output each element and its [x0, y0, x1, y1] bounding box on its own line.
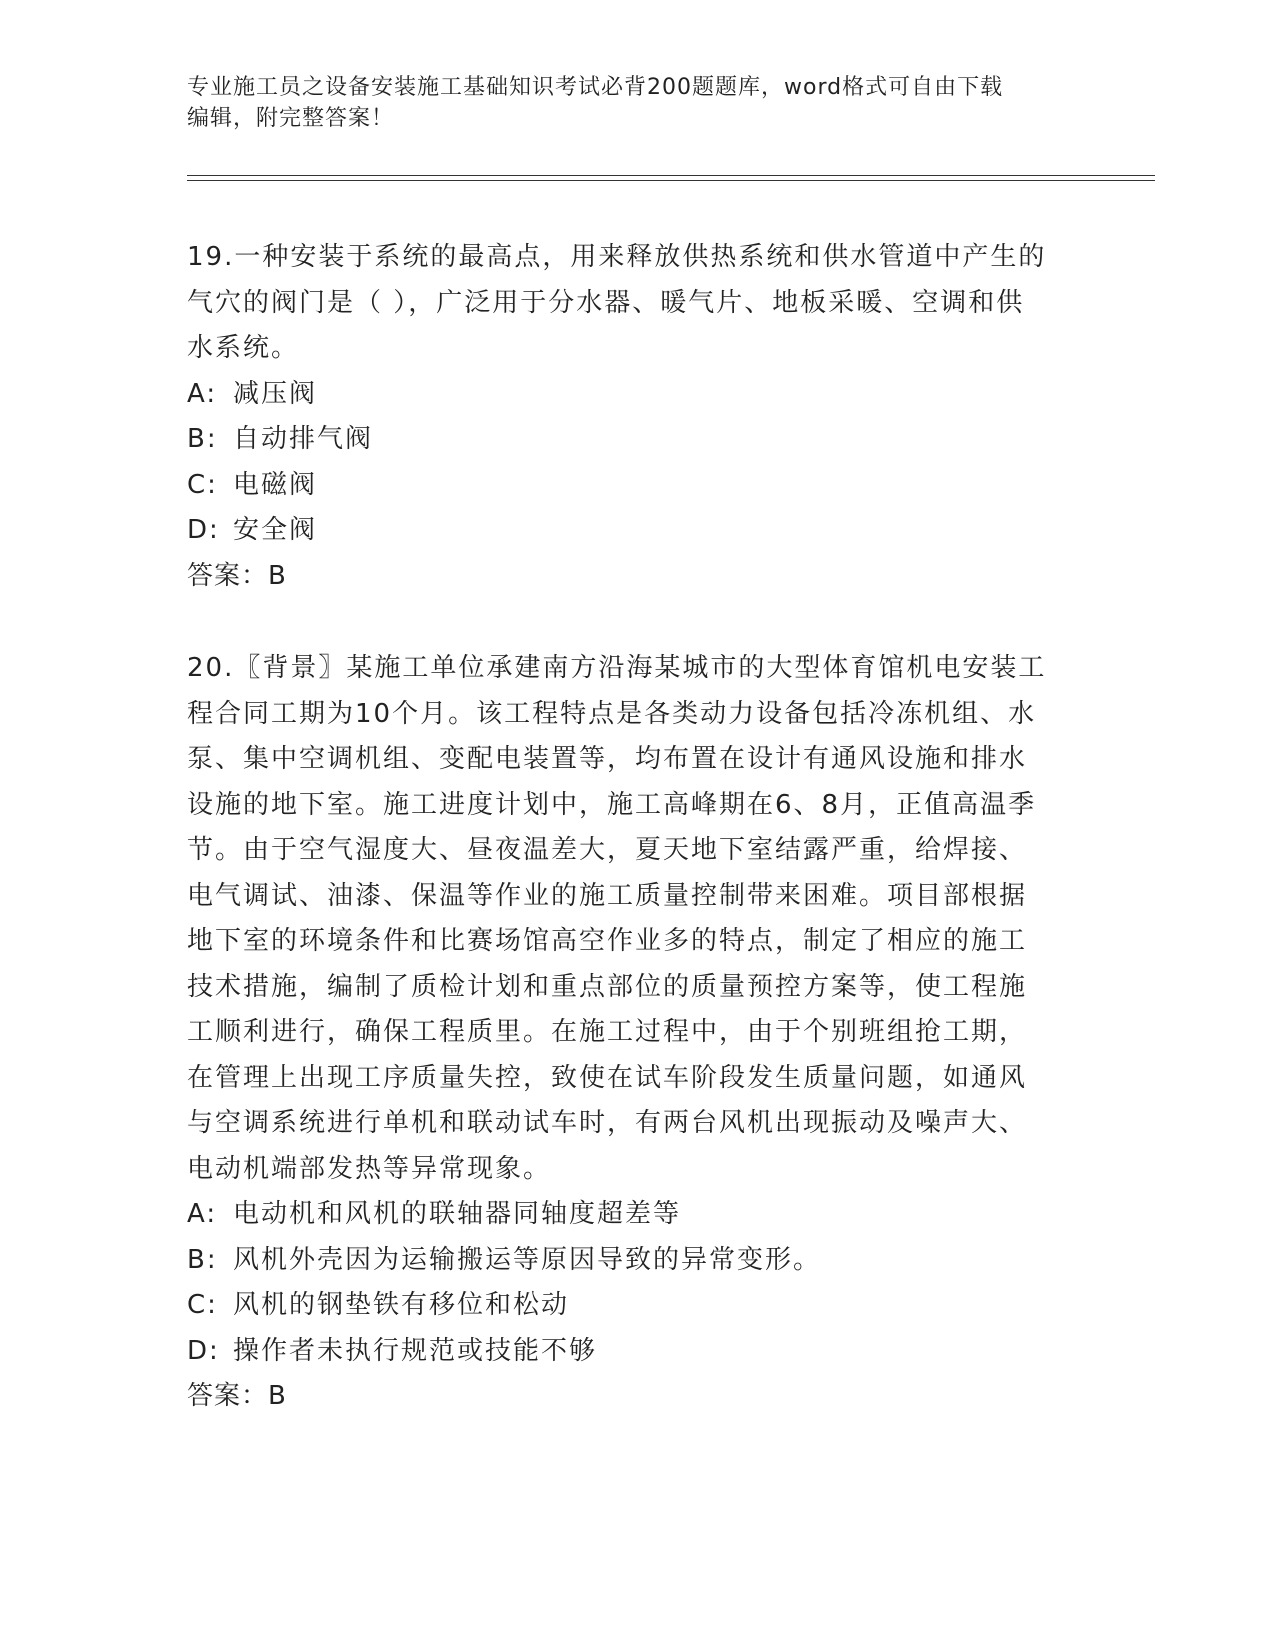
- stem-line: 设施的地下室。施工进度计划中，施工高峰期在6、8月，正值高温季: [187, 789, 1037, 820]
- option-letter: C:: [187, 469, 218, 500]
- stem-line: 电动机端部发热等异常现象。: [187, 1153, 552, 1184]
- option-text: 风机的钢垫铁有移位和松动: [233, 1290, 570, 1320]
- stem-line: 地下室的环境条件和比赛场馆高空作业多的特点，制定了相应的施工: [187, 926, 1028, 956]
- option-b: [187, 417, 1087, 463]
- answer-line: 答案：B: [187, 1381, 287, 1411]
- question-19: [187, 235, 1087, 599]
- option-text: 电磁阀: [233, 469, 318, 500]
- option-a: [187, 1192, 1087, 1238]
- stem-line: 泵、集中空调机组、变配电装置等，均布置在设计有通风设施和排水: [187, 744, 1028, 774]
- option-text: 风机外壳因为运输搬运等原因导致的异常变形。: [233, 1244, 822, 1275]
- option-c: [187, 1283, 1087, 1329]
- header-line-1: 专业施工员之设备安装施工基础知识考试必背200题题库，word格式可自由下载: [187, 75, 1004, 100]
- option-letter: B:: [187, 1244, 218, 1275]
- option-letter: B:: [187, 424, 218, 454]
- option-d: [187, 1329, 1087, 1375]
- stem-line: 电气调试、油漆、保温等作业的施工质量控制带来困难。项目部根据: [187, 880, 1028, 911]
- stem-line: 节。由于空气湿度大、昼夜温差大，夏天地下室结露严重，给焊接、: [187, 835, 1028, 865]
- question-stem: [187, 235, 1087, 372]
- stem-line: 工顺利进行，确保工程质里。在施工过程中，由于个别班组抢工期，: [187, 1017, 1028, 1047]
- stem-line: 水系统。: [187, 333, 300, 363]
- option-text: 自动排气阀: [233, 424, 374, 454]
- option-letter: C:: [187, 1290, 218, 1320]
- option-a: [187, 372, 1087, 418]
- header-divider: [187, 175, 1155, 181]
- option-b: [187, 1238, 1087, 1284]
- option-text: 减压阀: [233, 378, 318, 409]
- question-stem: [187, 646, 1087, 1192]
- option-letter: A:: [187, 378, 218, 409]
- stem-line: 气穴的阀门是（ ），广泛用于分水器、暖气片、地板采暖、空调和供: [187, 287, 1025, 318]
- stem-line: 与空调系统进行单机和联动试车时，有两台风机出现振动及噪声大、: [187, 1108, 1028, 1138]
- stem-line: 19.一种安装于系统的最高点，用来释放供热系统和供水管道中产生的: [187, 242, 1047, 272]
- option-letter: D:: [187, 1335, 220, 1366]
- option-c: [187, 463, 1087, 509]
- document-header: [187, 72, 1087, 134]
- stem-line: 在管理上出现工序质量失控，致使在试车阶段发生质量问题，如通风: [187, 1062, 1028, 1093]
- option-d: [187, 508, 1087, 554]
- question-20: [187, 646, 1087, 1420]
- option-text: 操作者未执行规范或技能不够: [233, 1335, 598, 1366]
- stem-line: 20.〖背景〗某施工单位承建南方沿海某城市的大型体育馆机电安装工: [187, 653, 1047, 683]
- stem-line: 程合同工期为10个月。该工程特点是各类动力设备包括冷冻机组、水: [187, 698, 1037, 729]
- option-text: 电动机和风机的联轴器同轴度超差等: [233, 1199, 682, 1229]
- header-line-2: 编辑，附完整答案！: [187, 106, 395, 131]
- answer-line: 答案：B: [187, 560, 287, 591]
- option-text: 安全阀: [233, 515, 318, 545]
- option-letter: D:: [187, 515, 220, 545]
- stem-line: 技术措施，编制了质检计划和重点部位的质量预控方案等，使工程施: [187, 971, 1028, 1002]
- option-letter: A:: [187, 1199, 218, 1229]
